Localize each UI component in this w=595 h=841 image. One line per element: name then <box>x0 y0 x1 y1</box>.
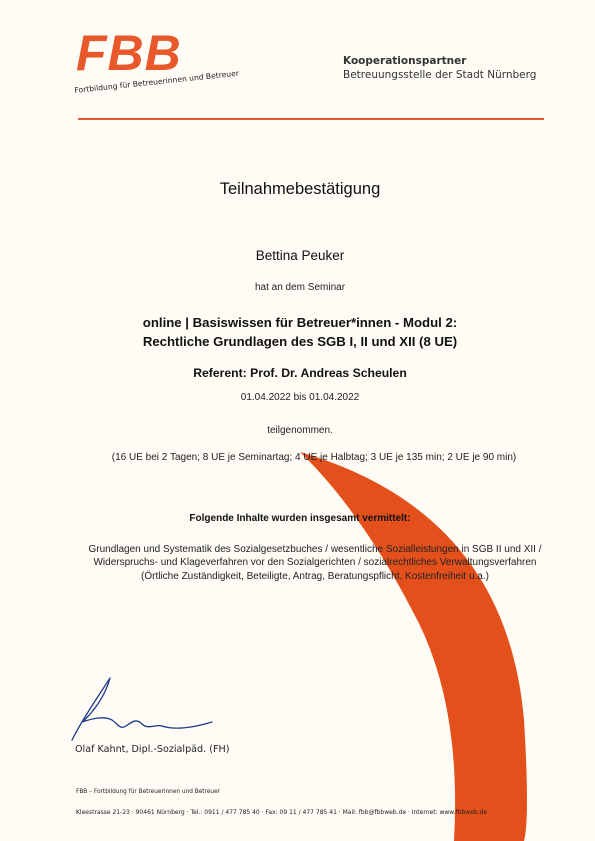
content-heading: Folgende Inhalte wurden insgesamt vermittelt: <box>189 513 411 524</box>
seminar-title <box>70 313 530 351</box>
partner-title: Kooperationspartner <box>343 55 467 67</box>
cooperation-partner <box>343 54 536 82</box>
outro-text: teilgenommen. <box>267 425 333 436</box>
footer-organization: FBB – Fortbildung für Betreuerinnen und Betreuer <box>76 789 221 795</box>
participant-name: Bettina Peuker <box>255 248 345 263</box>
seminar-title-line1: online | Basiswissen für Betreuer*innen - Modul 2: <box>142 315 458 330</box>
seminar-dates: 01.04.2022 bis 01.04.2022 <box>240 392 360 403</box>
footer-contact: Kleestrasse 21-23 · 90461 Nürnberg · Tel.: 0911 / 477 785 40 · Fax: 09 11 / 477 785 41 · Mail: fbb@fbbweb.de · Internet: www.fbbweb.de <box>76 809 488 816</box>
partner-name: Betreuungsstelle der Stadt Nürnberg <box>343 69 537 81</box>
logo-wordmark: FBB <box>76 25 182 81</box>
ue-note: (16 UE bei 2 Tagen; 8 UE je Seminartag; 4 UE je Halbtag; 3 UE je 135 min; 2 UE je 90 min) <box>111 452 517 463</box>
header-divider <box>78 118 544 120</box>
document-title: Teilnahmebestätigung <box>219 180 381 198</box>
signer-name: Olaf Kahnt, Dipl.-Sozialpäd. (FH) <box>75 744 230 755</box>
seminar-title-line2: Rechtliche Grundlagen des SGB I, II und XII (8 UE) <box>142 334 458 349</box>
content-body: Grundlagen und Systematik des Sozialgesetzbuches / wesentliche Sozialleistungen in SGB II und XII / Widerspruchs- und Klageverfahren vor den Sozialgerichten / sozialrechtliches Verwaltungsverfahren (Örtliche Zuständigkeit, Beteiligte, Antrag, Beratungspflicht, Kostenfreiheit u.a.) <box>88 544 542 582</box>
speaker: Referent: Prof. Dr. Andreas Scheulen <box>193 366 407 380</box>
fbb-logo <box>72 24 247 100</box>
intro-text: hat an dem Seminar <box>254 282 346 293</box>
signature-image <box>64 672 214 748</box>
logo-tagline: Fortbildung für Betreuerinnen und Betreuer <box>74 68 240 95</box>
